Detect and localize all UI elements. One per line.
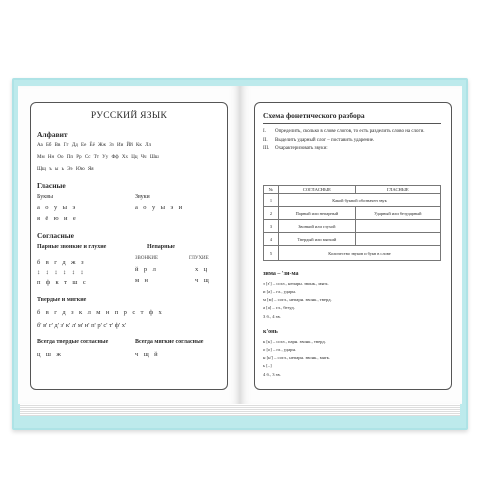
voiceless-label: ГЛУХИЕ [189, 256, 209, 261]
paired-bottom-row: п ф к т ш с [37, 279, 87, 286]
hard-consonants-row: б в г д з к л м н п р с т ф х [37, 309, 163, 316]
right-frame [254, 102, 452, 390]
alphabet-row: Щщ ъ ы ь Ээ Юю Яя [37, 167, 94, 172]
always-soft-row: ч щ й [135, 351, 159, 358]
example-summary: 3 б., 4 зв. [263, 314, 281, 319]
page-stack-right [240, 404, 460, 416]
example-word-2: к'онь [263, 329, 278, 335]
vowel-letters-row: я ё ю и е [37, 215, 77, 222]
table-row: 5 Количество звуков и букв в слове [264, 246, 441, 261]
example-line: м [м] – согл., непарн. звонк., тверд. [263, 297, 332, 302]
hard-soft-heading: Твердые и мягкие [37, 297, 87, 303]
example-line: з [з'] – согл., непарн. звонк., мягк. [263, 281, 329, 286]
col-number: № [264, 186, 279, 194]
phonetic-table [263, 185, 441, 261]
alphabet-row: Аа Бб Вв Гг Дд Ее Ёё Жж Зз Ии Йй Кк Лл [37, 143, 151, 148]
table-row: 2 Парный или непарный Ударный или безударный [264, 207, 441, 220]
col-consonants: СОГЛАСНЫЕ [279, 186, 356, 194]
table-row: 4 Твердый или мягкий [264, 233, 441, 246]
sounds-label: Звуки [135, 194, 150, 200]
consonants-heading: Согласные [37, 231, 74, 240]
paired-arrows-row: ↕ ↕ ↕ ↕ ↕ ↕ [37, 269, 85, 276]
left-frame [30, 102, 228, 390]
step-item: II. Выделить ударный слог – поставить ударение. [263, 137, 375, 143]
left-page [18, 86, 240, 404]
page-title: РУССКИЙ ЯЗЫК [90, 111, 168, 121]
example-line: ь [–] [263, 363, 272, 368]
col-vowels: ГЛАСНЫЕ [355, 186, 440, 194]
soft-consonants-row: б' в' г' д' з' к' л' м' н' п' р' с' т' ф' х' [37, 322, 127, 329]
step-item: III. Охарактеризовать звуки: [263, 146, 328, 151]
title-rule [263, 123, 441, 124]
paired-top-row: б в г д ж з [37, 259, 84, 266]
unpaired-voiced-row: м н [135, 277, 149, 284]
unpaired-label: Непарные [147, 244, 175, 250]
example-word-1: зима – 'зи-ма [263, 271, 299, 277]
table-header [264, 186, 441, 194]
table-row: 1 Какой буквой обозначен звук [264, 194, 441, 207]
example-line: н [н'] – согл., непарн. звонк., мягк. [263, 355, 330, 360]
steps-list [263, 129, 441, 153]
right-page [240, 86, 462, 404]
letters-label: Буквы [37, 194, 54, 200]
alphabet-row: Мм Нн Оо Пп Рр Сс Тт Уу Фф Хх Цц Чч Шш [37, 155, 159, 160]
always-hard-label: Всегда твердые согласные [37, 339, 109, 345]
table-row: 3 Звонкий или глухой [264, 220, 441, 233]
page-stack-left [20, 404, 240, 416]
step-item: I. Определить, сколько в слове слогов, то есть разделить слово на слоги. [263, 129, 425, 134]
always-soft-label: Всегда мягкие согласные [135, 339, 204, 345]
example-line: к [к] – согл., парн. звонк., тверд. [263, 339, 326, 344]
unpaired-voiceless-row: ч щ [195, 277, 210, 284]
vowel-sounds-row: а о у ы э и [135, 204, 183, 211]
vowel-letters-row: а о у ы э [37, 204, 76, 211]
example-line: о [о] – гл., ударн. [263, 347, 297, 352]
alphabet-heading: Алфавит [37, 130, 68, 139]
paired-label: Парные звонкие и глухие [37, 244, 107, 250]
always-hard-row: ц ш ж [37, 351, 62, 358]
voiced-label: ЗВОНКИЕ [135, 256, 159, 261]
example-line: а [а] – гл., безуд. [263, 305, 295, 310]
example-line: и [а] – гл., ударн. [263, 289, 296, 294]
scheme-title: Схема фонетического разбора [263, 111, 365, 120]
unpaired-voiced-row: й р л [135, 266, 157, 273]
example-summary: 4 б., 3 зв. [263, 372, 281, 377]
unpaired-voiceless-row: х ц [195, 266, 208, 273]
vowels-heading: Гласные [37, 181, 66, 190]
